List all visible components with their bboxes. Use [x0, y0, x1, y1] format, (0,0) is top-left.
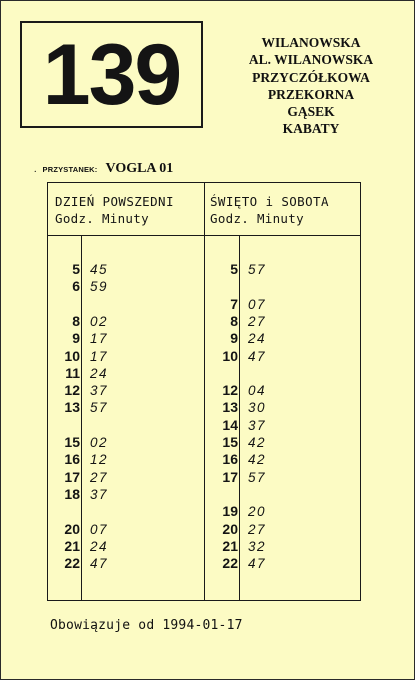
holiday-departure-row [210, 348, 350, 365]
weekday-departure-row [52, 365, 192, 382]
departure-hour: 15 [222, 434, 238, 450]
holiday-departure-row [210, 503, 350, 520]
holiday-departure-row [210, 296, 350, 313]
holiday-subheader: Godz. Minuty [210, 211, 304, 226]
column-divider [204, 183, 205, 600]
departure-hour: 9 [72, 330, 80, 347]
departure-minutes: 42 [248, 435, 267, 450]
departure-minutes: 12 [90, 452, 109, 468]
weekday-departure-row [52, 469, 192, 486]
weekday-departure-row [52, 399, 192, 416]
departure-minutes: 47 [90, 556, 109, 572]
departure-minutes: 27 [248, 521, 267, 537]
holiday-departure-row [210, 521, 350, 538]
route-stop: PRZEKORNA [267, 86, 355, 102]
valid-from-note: Obowiązuje od 1994-01-17 [50, 618, 243, 633]
route-stop: WILANOWSKA [261, 35, 361, 50]
weekday-departure-row [52, 538, 192, 555]
departure-hour: 20 [222, 520, 238, 537]
departure-hour: 12 [64, 382, 80, 399]
weekday-departure-row [52, 313, 192, 330]
departure-table [47, 182, 361, 601]
departure-hour: 15 [64, 434, 80, 450]
holiday-departure-row [210, 330, 350, 347]
holiday-departure-row [210, 555, 350, 572]
departure-minutes: 07 [248, 296, 267, 312]
route-number-box [20, 21, 203, 128]
departure-minutes: 37 [90, 383, 109, 399]
departure-hour: 14 [222, 416, 238, 433]
departure-hour: 5 [72, 261, 80, 277]
departure-hour: 7 [230, 295, 238, 312]
departure-minutes: 57 [90, 400, 109, 416]
departure-minutes: 04 [248, 383, 267, 399]
departure-hour: 18 [64, 485, 80, 502]
holiday-departure-row [210, 434, 350, 451]
departure-hour: 17 [222, 468, 238, 485]
departure-hour: 22 [222, 555, 238, 572]
departure-minutes: 20 [248, 504, 267, 520]
weekday-departure-row [52, 330, 192, 347]
departure-hour: 19 [222, 503, 238, 520]
weekday-departure-row [52, 348, 192, 365]
holiday-departure-row [210, 399, 350, 416]
departure-hour: 9 [230, 330, 238, 347]
departure-minutes: 47 [248, 348, 267, 364]
departure-minutes: 37 [90, 486, 109, 502]
departure-minutes: 17 [90, 348, 109, 364]
departure-hour: 20 [64, 520, 80, 537]
departure-minutes: 02 [90, 435, 109, 450]
departure-minutes: 37 [248, 417, 267, 433]
route-stop: KABATY [282, 121, 340, 137]
departure-hour: 21 [64, 537, 80, 554]
departure-hour: 16 [64, 451, 80, 468]
weekday-departure-row [52, 261, 192, 278]
weekday-header [55, 193, 174, 227]
departure-hour: 22 [64, 555, 80, 572]
holiday-title: ŚWIĘTO i SOBOTA [210, 194, 329, 209]
departure-minutes: 27 [90, 469, 109, 485]
weekday-departure-row [52, 451, 192, 468]
departure-hour: 8 [72, 312, 80, 329]
departure-minutes: 07 [90, 521, 109, 537]
departure-minutes: 24 [248, 331, 267, 347]
holiday-departure-row [210, 451, 350, 468]
departure-minutes: 24 [90, 538, 109, 554]
stop-label: PRZYSTANEK: [42, 165, 98, 174]
weekday-departure-row [52, 555, 192, 572]
holiday-departure-row [210, 261, 350, 278]
route-stop: AL. WILANOWSKA [248, 52, 374, 68]
holiday-departure-row [210, 417, 350, 434]
departure-hour: 5 [230, 261, 238, 277]
weekday-departure-row [52, 278, 192, 295]
departure-minutes: 27 [248, 313, 267, 329]
departure-minutes: 24 [90, 365, 109, 381]
departure-minutes: 30 [248, 400, 267, 416]
departure-minutes: 47 [248, 556, 267, 572]
route-stop: GĄSEK [287, 104, 335, 120]
weekday-title: DZIEŃ POWSZEDNI [55, 194, 174, 209]
weekday-departure-row [52, 382, 192, 399]
stop-name: VOGLA 01 [105, 161, 174, 176]
weekday-departure-row [52, 521, 192, 538]
departure-minutes: 57 [248, 262, 267, 277]
departure-minutes: 32 [248, 538, 267, 554]
departure-hour: 11 [65, 364, 80, 381]
holiday-departure-row [210, 538, 350, 555]
departure-minutes: 02 [90, 313, 109, 329]
weekday-departure-row [52, 434, 192, 451]
departure-hour: 17 [64, 468, 80, 485]
departure-minutes: 17 [90, 331, 109, 347]
current-stop [34, 159, 173, 177]
departure-hour: 10 [64, 347, 80, 364]
departure-minutes: 57 [248, 469, 267, 485]
route-stop: PRZYCZÓŁKOWA [252, 69, 370, 85]
departure-minutes: 42 [248, 452, 267, 468]
departure-hour: 13 [222, 399, 238, 416]
weekday-subheader: Godz. Minuty [55, 211, 149, 226]
departure-hour: 6 [72, 278, 80, 295]
route-stops-list [213, 34, 409, 138]
departure-hour: 8 [230, 312, 238, 329]
departure-hour: 21 [222, 537, 238, 554]
departure-minutes: 59 [90, 279, 109, 295]
holiday-departure-row [210, 382, 350, 399]
holiday-departure-row [210, 469, 350, 486]
weekday-departure-row [52, 486, 192, 503]
stop-dot: . [34, 164, 37, 175]
departure-minutes: 45 [90, 262, 109, 277]
departure-hour: 12 [222, 382, 238, 399]
holiday-header [210, 193, 329, 227]
holiday-departure-row [210, 313, 350, 330]
route-number: 139 [42, 27, 181, 123]
departure-hour: 13 [64, 399, 80, 416]
departure-hour: 10 [222, 347, 238, 364]
departure-hour: 16 [222, 451, 238, 468]
